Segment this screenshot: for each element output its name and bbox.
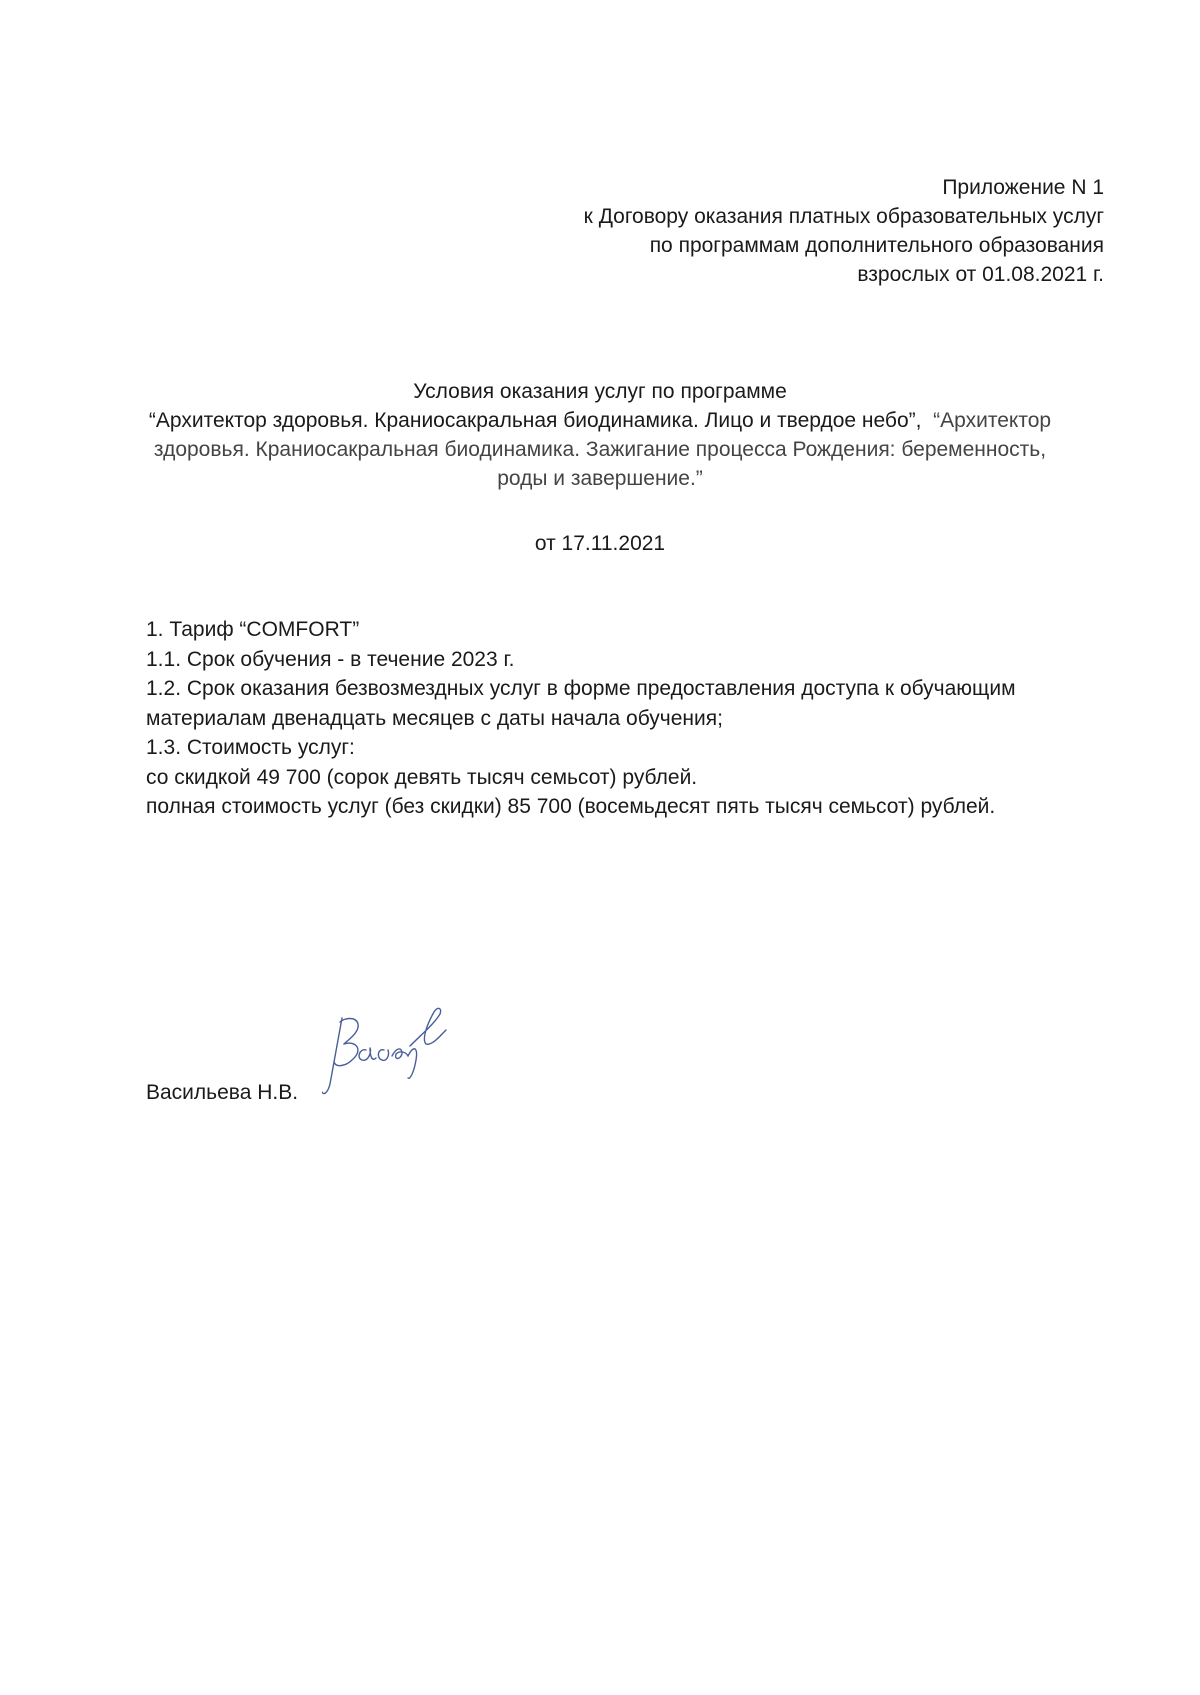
- term-free-access: 1.2. Срок оказания безвозмездных услуг в форме предоставления доступа к обучающим: [146, 677, 1016, 700]
- header-line-appendix: Приложение N 1: [942, 176, 1104, 199]
- signer-name: Васильева Н.В.: [146, 1081, 299, 1104]
- term-tariff: 1. Тариф “COMFORT”: [146, 618, 360, 641]
- appendix-header: [584, 173, 1104, 289]
- term-discount-price: со скидкой 49 700 (сорок девять тысяч семьсот) рублей.: [146, 765, 698, 789]
- title-line-4: роды и завершение.”: [497, 467, 703, 490]
- header-line-contract: к Договору оказания платных образовательных услуг: [583, 205, 1104, 228]
- header-line-date: взрослых от 01.08.2021 г.: [857, 263, 1104, 286]
- document-title: [120, 377, 1080, 493]
- term-cost-heading: 1.3. Стоимость услуг:: [146, 736, 355, 759]
- handwritten-signature: [322, 1000, 452, 1100]
- term-study-period: 1.1. Срок обучения - в течение 2023 г.: [146, 647, 515, 671]
- program-name-2-start: “Архитектор: [933, 409, 1052, 432]
- title-line-2: [120, 406, 1080, 435]
- title-line-3: здоровья. Краниосакральная биодинамика. Зажигание процесса Рождения: беременность,: [153, 438, 1047, 461]
- terms-list: [146, 615, 1106, 822]
- title-line-1: Условия оказания услуг по программе: [413, 380, 787, 403]
- program-name-1: “Архитектор здоровья. Краниосакральная биодинамика. Лицо и твердое небо”,: [148, 409, 922, 432]
- document-date: от 17.11.2021: [534, 532, 666, 555]
- term-free-access-cont: материалам двенадцать месяцев с даты начала обучения;: [146, 706, 723, 730]
- header-line-programs: по программам дополнительного образования: [649, 234, 1104, 257]
- term-full-price: полная стоимость услуг (без скидки) 85 700 (восемьдесят пять тысяч семьсот) рублей.: [146, 795, 996, 818]
